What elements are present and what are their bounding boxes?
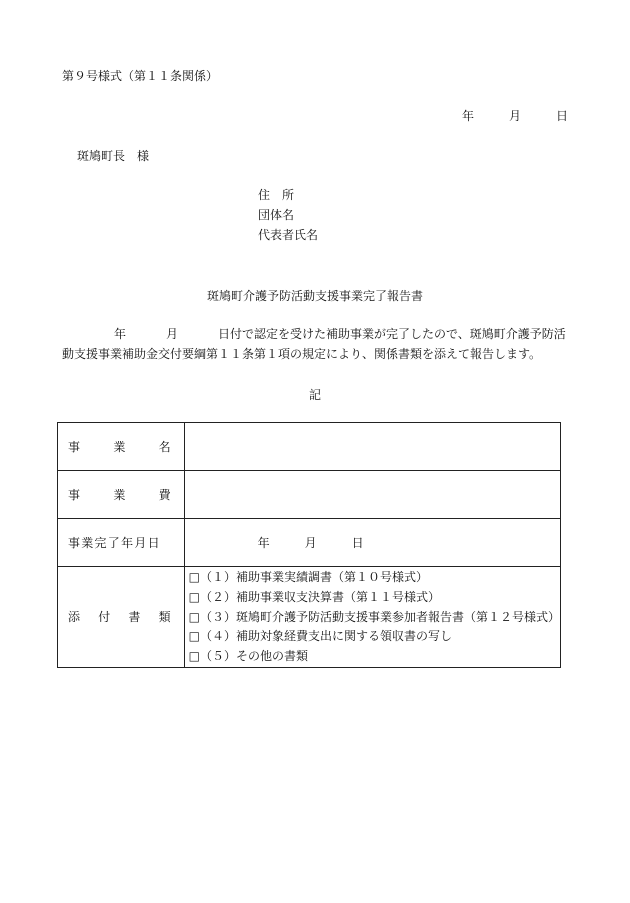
- date-month-label: 月: [508, 109, 521, 123]
- table-row: [58, 519, 561, 567]
- project-cost-field[interactable]: [184, 471, 560, 519]
- attachment-item-2[interactable]: □（２）補助事業収支決算書（第１１号様式）: [188, 589, 440, 604]
- body-year: 年: [114, 327, 127, 341]
- ki-heading: 記: [308, 388, 321, 402]
- completion-date-field[interactable]: [184, 519, 560, 567]
- form-number: 第９号様式（第１１条関係）: [62, 69, 219, 83]
- table-row: [58, 471, 561, 519]
- address-label: 住 所: [258, 188, 295, 202]
- attachments-label: 添 付 書 類: [58, 567, 185, 668]
- body-month: 月: [166, 327, 179, 341]
- completion-date-label: 事 業 完 了 年 月 日: [58, 519, 185, 567]
- table-row: [58, 423, 561, 471]
- submission-date: [462, 107, 568, 124]
- project-cost-label: 事 業 費: [58, 471, 185, 519]
- project-name-field[interactable]: [184, 423, 560, 471]
- date-day-label: 日: [555, 109, 568, 123]
- table-row: [58, 567, 561, 668]
- attachment-item-3[interactable]: □（３）斑鳩町介護予防活動支援事業参加者報告書（第１２号様式）: [188, 609, 560, 624]
- attachment-item-1[interactable]: □（１）補助事業実績調書（第１０号様式）: [188, 570, 428, 584]
- document-title: 斑鳩町介護予防活動支援事業完了報告書: [206, 289, 423, 303]
- project-name-label: 事 業 名: [58, 423, 185, 471]
- representative-label: 代表者氏名: [258, 228, 319, 242]
- attachment-item-5[interactable]: □（５）その他の書類: [188, 649, 308, 664]
- org-name-label: 団体名: [258, 208, 295, 222]
- completion-month: 月: [304, 536, 317, 550]
- addressee: 斑鳩町長 様: [77, 149, 150, 163]
- attachment-item-4[interactable]: □（４）補助対象経費支出に関する領収書の写し: [188, 629, 452, 644]
- body-sentence: 日付で認定を受けた補助事業が完了したので、斑鳩町介護予防活動支援事業補助金交付要綱第１１条第１項の規定により、関係書類を添えて報告します。: [62, 327, 566, 361]
- completion-day: 日: [351, 536, 364, 550]
- report-table: [57, 422, 561, 668]
- date-year-label: 年: [462, 109, 475, 123]
- completion-year: 年: [257, 536, 270, 550]
- body-text: [62, 324, 572, 364]
- applicant-block: [258, 185, 318, 245]
- attachments-list: [184, 567, 560, 668]
